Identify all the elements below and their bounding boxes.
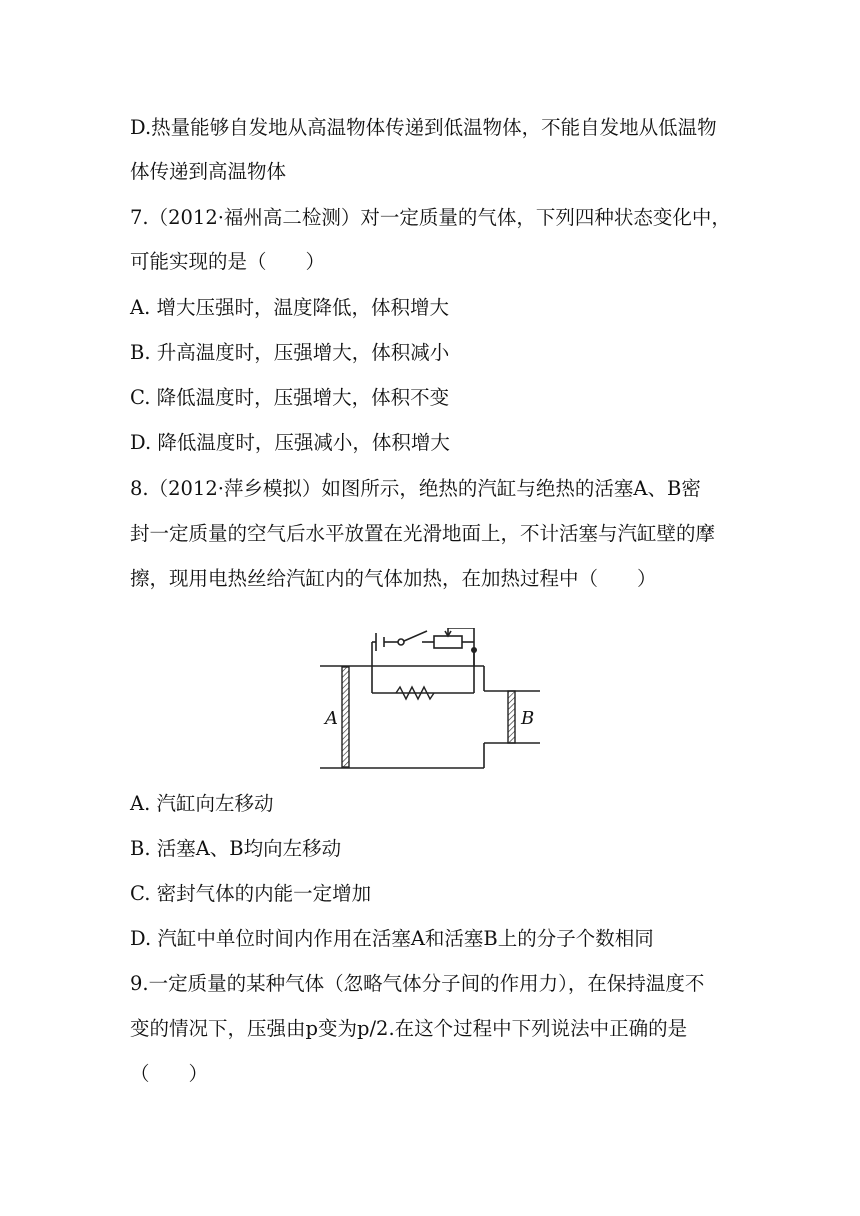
q7-option-a: A. 增大压强时，温度降低，体积增大 bbox=[130, 296, 449, 319]
label-a: A bbox=[325, 708, 338, 729]
q8-option-c: C. 密封气体的内能一定增加 bbox=[130, 882, 372, 905]
q7-option-c: C. 降低温度时，压强增大，体积不变 bbox=[130, 386, 450, 409]
q8-stem-line2: 封一定质量的空气后水平放置在光滑地面上，不计活塞与汽缸壁的摩 bbox=[130, 522, 716, 545]
q9-stem-line2: 变的情况下，压强由p变为p/2.在这个过程中下列说法中正确的是 bbox=[130, 1017, 688, 1040]
piston-a bbox=[342, 667, 349, 767]
q8-option-a: A. 汽缸向左移动 bbox=[130, 792, 274, 815]
q8-option-d: D. 汽缸中单位时间内作用在活塞A和活塞B上的分子个数相同 bbox=[130, 927, 654, 950]
q8-stem-line3: 擦，现用电热丝给汽缸内的气体加热，在加热过程中（ ） bbox=[130, 567, 657, 590]
q7-stem-line2: 可能实现的是（ ） bbox=[130, 250, 326, 273]
q6-option-d-line1: D.热量能够自发地从高温物体传递到低温物体，不能自发地从低温物 bbox=[130, 116, 717, 139]
cylinder-diagram bbox=[312, 628, 552, 778]
piston-b bbox=[508, 691, 515, 743]
q8-stem-line1: 8.（2012·萍乡模拟）如图所示，绝热的汽缸与绝热的活塞A、B密 bbox=[130, 477, 701, 500]
q9-stem-line1: 9.一定质量的某种气体（忽略气体分子间的作用力），在保持温度不 bbox=[130, 972, 705, 995]
q7-option-d: D. 降低温度时，压强减小，体积增大 bbox=[130, 431, 450, 454]
q8-option-b: B. 活塞A、B均向左移动 bbox=[130, 837, 342, 860]
q7-stem-line1: 7.（2012·福州高二检测）对一定质量的气体，下列四种状态变化中， bbox=[130, 206, 731, 229]
q9-stem-line3: （ ） bbox=[130, 1062, 209, 1085]
label-b: B bbox=[521, 708, 535, 729]
q6-option-d-line2: 体传递到高温物体 bbox=[130, 160, 287, 183]
cylinder-circuit-figure bbox=[312, 628, 552, 778]
q7-option-b: B. 升高温度时，压强增大，体积减小 bbox=[130, 341, 450, 364]
